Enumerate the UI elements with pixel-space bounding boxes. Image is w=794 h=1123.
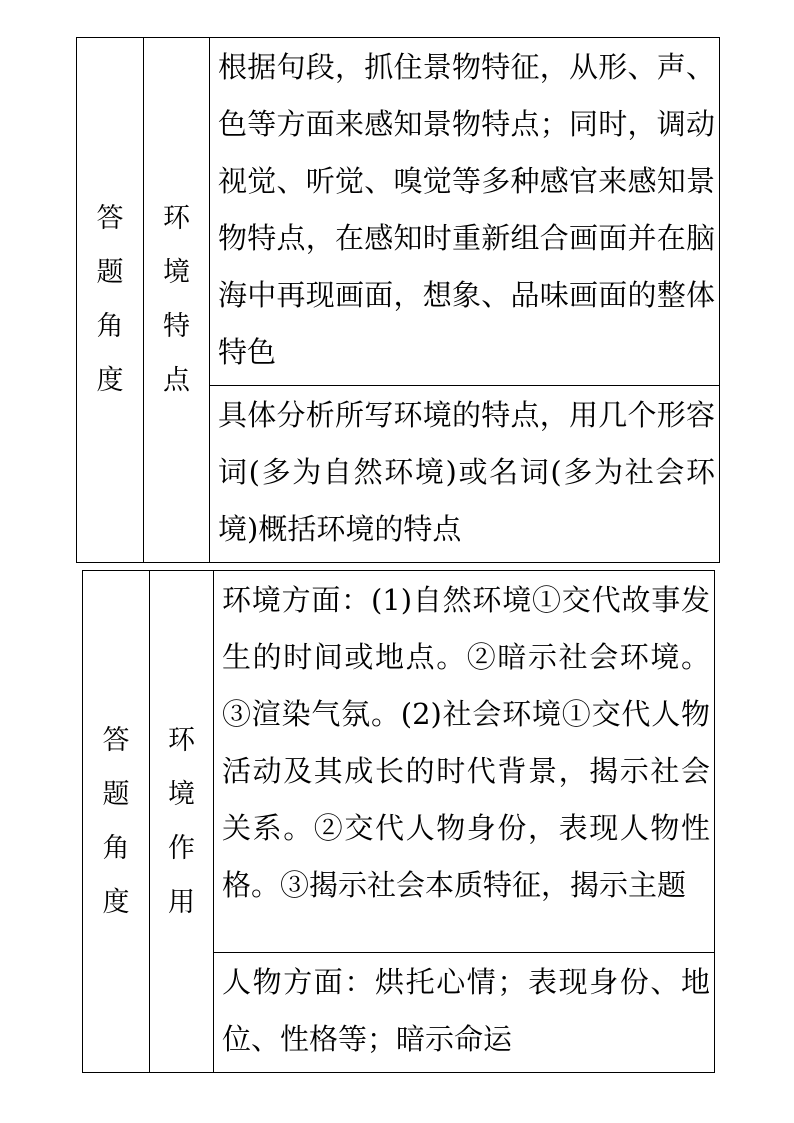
character-aspect-text: 人物方面：烘托心情；表现身份、地位、性格等；暗示命运	[214, 953, 715, 1073]
features-summary-text: 具体分析所写环境的特点，用几个形容词(多为自然环境)或名词(多为社会环境)概括环境的特点	[210, 386, 720, 563]
environment-aspect-text: 环境方面：(1)自然环境①交代故事发生的时间或地点。②暗示社会环境。③渲染气氛。(2)社会环境①交代人物活动及其成长的时代背景，揭示社会关系。②交代人物身份，表现人物性格。③揭示社会本质特征，揭示主题	[214, 571, 715, 953]
answer-angle-cell	[77, 38, 144, 563]
features-perception-text: 根据句段，抓住景物特征，从形、声、色等方面来感知景物特点；同时，调动视觉、听觉、嗅觉等多种感官来感知景物特点，在感知时重新组合画面并在脑海中再现画面，想象、品味画面的整体特色	[210, 38, 720, 386]
environment-functions-cell	[150, 571, 214, 1073]
environment-features-table	[76, 37, 720, 563]
environment-features-label: 环境特点	[163, 203, 190, 396]
answer-angle-cell	[83, 571, 150, 1073]
answer-angle-label: 答题角度	[102, 724, 130, 918]
environment-functions-label: 环境作用	[168, 724, 195, 918]
answer-angle-label: 答题角度	[96, 203, 124, 396]
environment-functions-table	[82, 570, 715, 1073]
environment-features-cell	[144, 38, 210, 563]
